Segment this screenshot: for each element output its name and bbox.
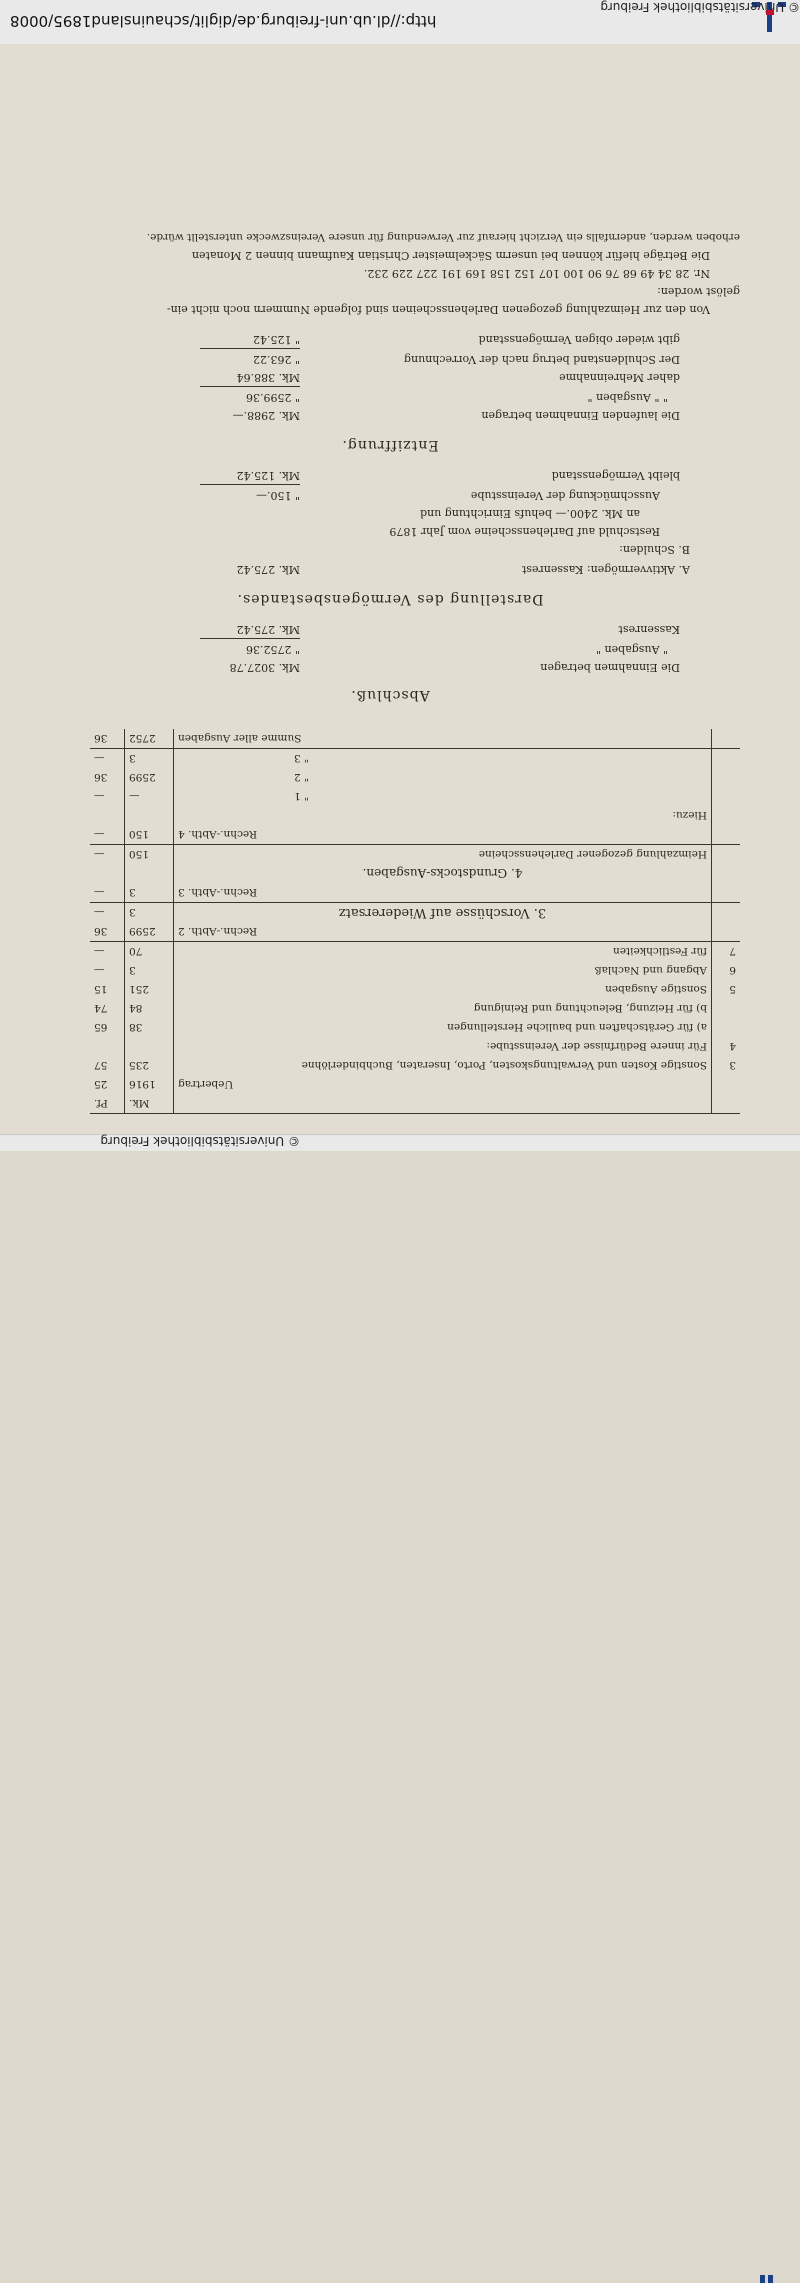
expense-table: Mk. Pf. Uebertrag 1916 25 3 Sonstige Kosten und Verwaltungskosten, Porto, Inseraten, Buchbinderlöhne 235 57 4 Für innere Bedürfnisse der Vereinsstube: a) für Gerätschaften und bauliche Herstellungen 38 65 b) für Heizung, Beleuchtung und Reinigung 84 74 5 Sonstige Ausgaben 251 15 6 Abgang und Nachlaß 3 — 7 für Festlichkeiten 70 — Rechn.-Abth. 2 2599 36 3. Vorschüsse auf Wiederersatz 3 — Rechn.-Abth. 3 3 — 4. Grundstocks-Ausgaben. Heimzahlung gezogener Darlehensscheine 150 — Rechn.-Abth. 4 150 — Hiezu: " 1 — — " 2 2599 36 " 3 3 — Summe aller Ausgaben 2752 36 bbox=[90, 729, 740, 1114]
table-row: 3 Sonstige Kosten und Verwaltungskosten, Porto, Inseraten, Buchbinderlöhne 235 57 bbox=[90, 1056, 740, 1075]
abschluss-value: Mk. 275.42 bbox=[236, 623, 300, 636]
abschluss-value: " 2752.36 bbox=[245, 643, 300, 656]
entziff-title: Entziffrung. bbox=[341, 437, 439, 453]
table-row: " 3 3 — bbox=[90, 749, 740, 769]
url-text[interactable]: http://dl.ub.uni-freiburg.de/diglit/schauinsland1895/0008 bbox=[10, 12, 437, 30]
table-row: " 2 2599 36 bbox=[90, 768, 740, 787]
abschluss-value: Mk. 3027.78 bbox=[229, 661, 300, 674]
copyright-top: © Universitätsbibliothek Freiburg bbox=[600, 0, 800, 14]
table-row: Rechn.-Abth. 2 2599 36 bbox=[90, 922, 740, 942]
table-row: 4. Grundstocks-Ausgaben. bbox=[90, 864, 740, 883]
table-row: b) für Heizung, Beleuchtung und Reinigung 84 74 bbox=[90, 999, 740, 1018]
vermoegen-title: Darstellung des Vermögensbestandes. bbox=[236, 591, 544, 607]
table-row: Hiezu: bbox=[90, 806, 740, 825]
copyright-bottom: © Universitätsbibliothek Freiburg bbox=[100, 1134, 300, 1148]
notes-paragraph: Von den zur Heimzahlung gezogenen Darlehensscheinen sind folgende Nummern noch nicht ein- bbox=[166, 303, 710, 316]
table-row: Uebertrag 1916 25 bbox=[90, 1075, 740, 1094]
table-row: 3. Vorschüsse auf Wiederersatz 3 — bbox=[90, 903, 740, 923]
table-row: a) für Gerätschaften und bauliche Herstellungen 38 65 bbox=[90, 1018, 740, 1037]
scanned-page bbox=[0, 44, 800, 1134]
table-row: Summe aller Ausgaben 2752 36 bbox=[90, 729, 740, 749]
table-row: 7 für Festlichkeiten 70 — bbox=[90, 942, 740, 962]
ub-logo-icon bbox=[760, 2271, 780, 2283]
page-content: Mk. Pf. Uebertrag 1916 25 3 Sonstige Kosten und Verwaltungskosten, Porto, Inseraten, Buchbinderlöhne 235 57 4 Für innere Bedürfnisse der Vereinsstube: a) für Gerätschaften und bauliche Herstellungen 38 65 b) für Heizung, Beleuchtung und Reinigung 84 74 5 Sonstige Ausgaben 251 15 6 Abgang und Nachlaß 3 — 7 für Festlichkeiten 70 — Rechn.-Abth. 2 2599 36 3. Vorschüsse auf Wiederersatz 3 — Rechn.-Abth. 3 3 — 4. Grundstocks-Ausgaben. Heimzahlung gezogener Darlehensscheine 150 — Rechn.-Abth. 4 150 — Hiezu: " 1 — — " 2 2599 36 " 3 3 — Summe aller Ausgaben 2752 36 Abschluß. Die Einnahmen betragen Mk. 3027.78 " Ausgaben " " 2752.36 Kassenrest Mk. 275.42 Darstellung des Vermögensbestandes. A. Aktivvermögen: Kassenrest Mk. 275.42 B. Schulden: Restschuld auf Darlehensscheine vom Jahr 1879 an Mk. 2400.— behufs Einrichtung und Ausschmückung der Vereinsstube " 150.— bleibt Vermögensstand Mk. 125.42 Entziffrung. Die laufenden Einnahmen betragen Mk. 2988.— " " Ausgaben " " 2599.36 daher Mehreinnahme Mk. 388.64 Der Schuldenstand betrug nach der Vorrechnung " 263.22 gibt wieder obigen Vermögensstand " 125.42 Von den zur Heimzahlung gezogenen Darlehensscheinen sind folgende Nummern noch nicht ein- gelöst worden: Nr. 28 34 49 68 76 90 100 107 152 158 169 191 227 229 232. Die Beträge hiefür können bei unserm Säckelmeister Christian Kaufmann binnen 2 Monaten erhoben werden, andernfalls ein Verzicht hierauf zur Verwendung für unsere Vereinszwecke unterstellt würde. bbox=[40, 104, 740, 1114]
table-row: Rechn.-Abth. 3 3 — bbox=[90, 883, 740, 903]
table-row: " 1 — — bbox=[90, 787, 740, 806]
table-row: 6 Abgang und Nachlaß 3 — bbox=[90, 961, 740, 980]
abschluss-line: Die Einnahmen betragen bbox=[540, 661, 680, 674]
table-row: 5 Sonstige Ausgaben 251 15 bbox=[90, 980, 740, 999]
abschluss-line: Kassenrest bbox=[618, 623, 680, 636]
table-row: 4 Für innere Bedürfnisse der Vereinsstube: bbox=[90, 1037, 740, 1056]
table-row: Rechn.-Abth. 4 150 — bbox=[90, 825, 740, 845]
sum-rule bbox=[200, 638, 300, 639]
abschluss-title: Abschluß. bbox=[350, 687, 430, 703]
abschluss-line: " Ausgaben " bbox=[595, 643, 668, 656]
table-row: Heimzahlung gezogener Darlehensscheine 150 — bbox=[90, 845, 740, 865]
